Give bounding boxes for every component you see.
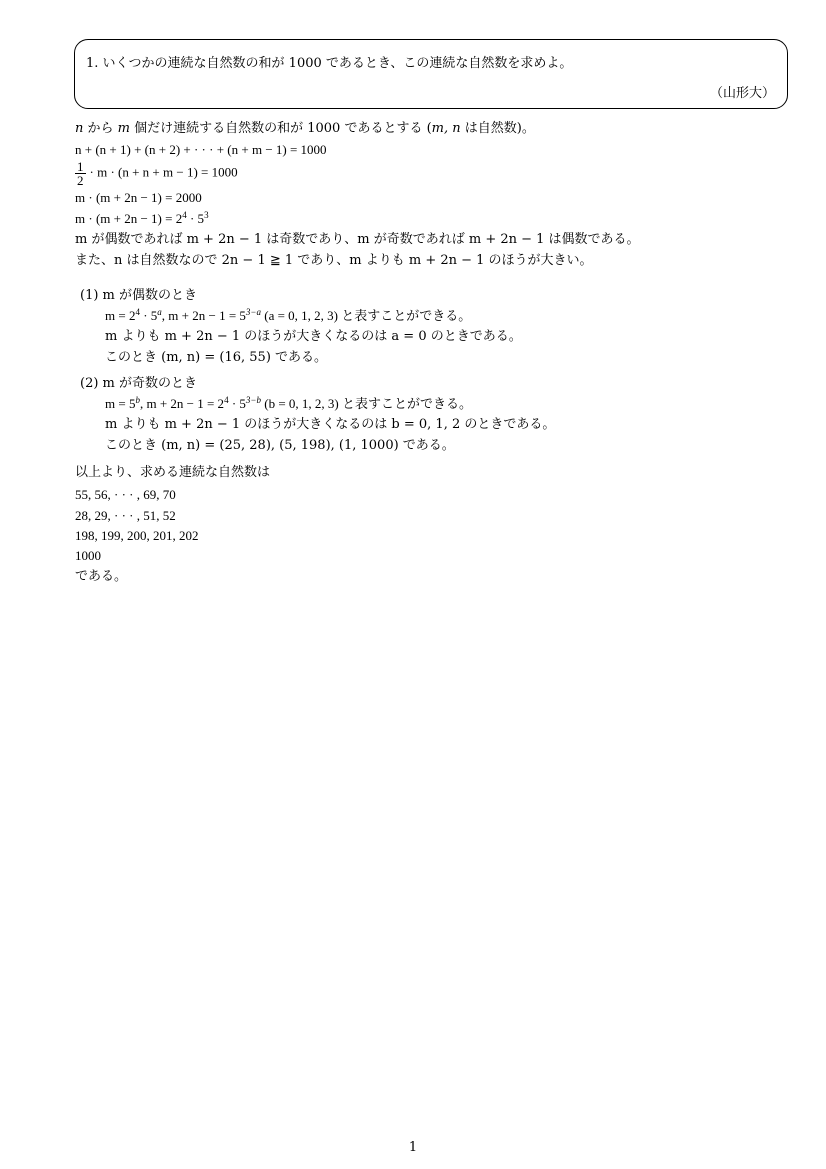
case1-heading: (1) m が偶数のとき (80, 288, 198, 303)
problem-number: 1. (86, 56, 99, 71)
case1-l1-exp1: 4 (135, 307, 140, 317)
case1-line2: m よりも m + 2n − 1 のほうが大きくなるのは a = 0 のときである。 (105, 329, 522, 344)
intro-var-n: n (75, 121, 84, 136)
intro-text-2: 個だけ連続する自然数の和が 1000 であるとする ( (129, 121, 432, 136)
case1-l1-b: · 5 (139, 308, 158, 323)
equation-2000: m · (m + 2n − 1) = 2000 (75, 190, 202, 205)
intro-text-1: から (83, 121, 118, 136)
equation-sum: n + (n + 1) + (n + 2) + · · · + (n + m − 1) = 1000 (75, 142, 327, 157)
case2-l1-exp3: 3−b (245, 395, 261, 405)
eq4-exp2: 3 (204, 210, 209, 220)
case1-l1-d: (a = 0, 1, 2, 3) と表すことができる。 (260, 308, 472, 323)
answer-sequence-3: 198, 199, 200, 201, 202 (75, 528, 199, 543)
case2-l1-a: m = 5 (105, 396, 136, 411)
case1-l1-a: m = 2 (105, 308, 136, 323)
eq4-left: m · (m + 2n − 1) = 2 (75, 211, 183, 226)
intro-var-m: m (117, 121, 130, 136)
page-number: 1 (408, 1140, 418, 1155)
case2-l1-c: · 5 (228, 396, 246, 411)
problem-text: いくつかの連続な自然数の和が 1000 であるとき、この連続な自然数を求めよ。 (102, 56, 573, 71)
case1-l1-exp2: a (157, 307, 162, 317)
case2-l1-b: , m + 2n − 1 = 2 (139, 396, 225, 411)
intro-text-3: は自然数)。 (460, 121, 535, 136)
case2-line1 (105, 393, 472, 412)
problem-box (74, 39, 788, 109)
solution-intro (75, 121, 535, 137)
problem-source: （山形大） (709, 86, 775, 101)
equation-factorized (75, 211, 209, 227)
case1-line1 (105, 305, 471, 324)
case1-line3: このとき (m, n) = (16, 55) である。 (105, 350, 328, 365)
answer-sequence-1: 55, 56, · · · , 69, 70 (75, 487, 176, 502)
answer-sequence-2: 28, 29, · · · , 51, 52 (75, 508, 176, 523)
fraction-numerator: 1 (77, 159, 84, 174)
comparison-statement: また、n は自然数なので 2n − 1 ≧ 1 であり、m よりも m + 2n − 1 のほうが大きい。 (75, 253, 593, 268)
case2-heading: (2) m が奇数のとき (80, 376, 198, 391)
case2-l1-d: (b = 0, 1, 2, 3) と表すことができる。 (260, 396, 472, 411)
intro-vars: m, n (431, 121, 461, 136)
eq4-exp1: 4 (182, 210, 187, 220)
case1-l1-exp3: 3−a (245, 307, 261, 317)
parity-statement: m が偶数であれば m + 2n − 1 は奇数であり、m が奇数であれば m + 2n − 1 は偶数である。 (75, 232, 640, 247)
conclusion-lead: 以上より、求める連続な自然数は (75, 465, 271, 480)
case2-l1-exp2: 4 (224, 395, 229, 405)
equation-half (75, 160, 238, 187)
conclusion-end: である。 (75, 569, 128, 584)
fraction-denominator: 2 (77, 173, 84, 188)
eq4-mid: · 5 (186, 211, 205, 226)
fraction-one-half (75, 160, 86, 187)
case2-line3: このとき (m, n) = (25, 28), (5, 198), (1, 1000) である。 (105, 438, 455, 453)
problem-statement (86, 52, 572, 71)
case1-l1-c: , m + 2n − 1 = 5 (161, 308, 246, 323)
equation-half-rest: · m · (n + n + m − 1) = 1000 (89, 164, 238, 180)
case2-l1-exp1: b (135, 395, 140, 405)
case2-line2: m よりも m + 2n − 1 のほうが大きくなるのは b = 0, 1, 2 のときである。 (105, 417, 556, 432)
answer-sequence-4: 1000 (75, 548, 101, 563)
